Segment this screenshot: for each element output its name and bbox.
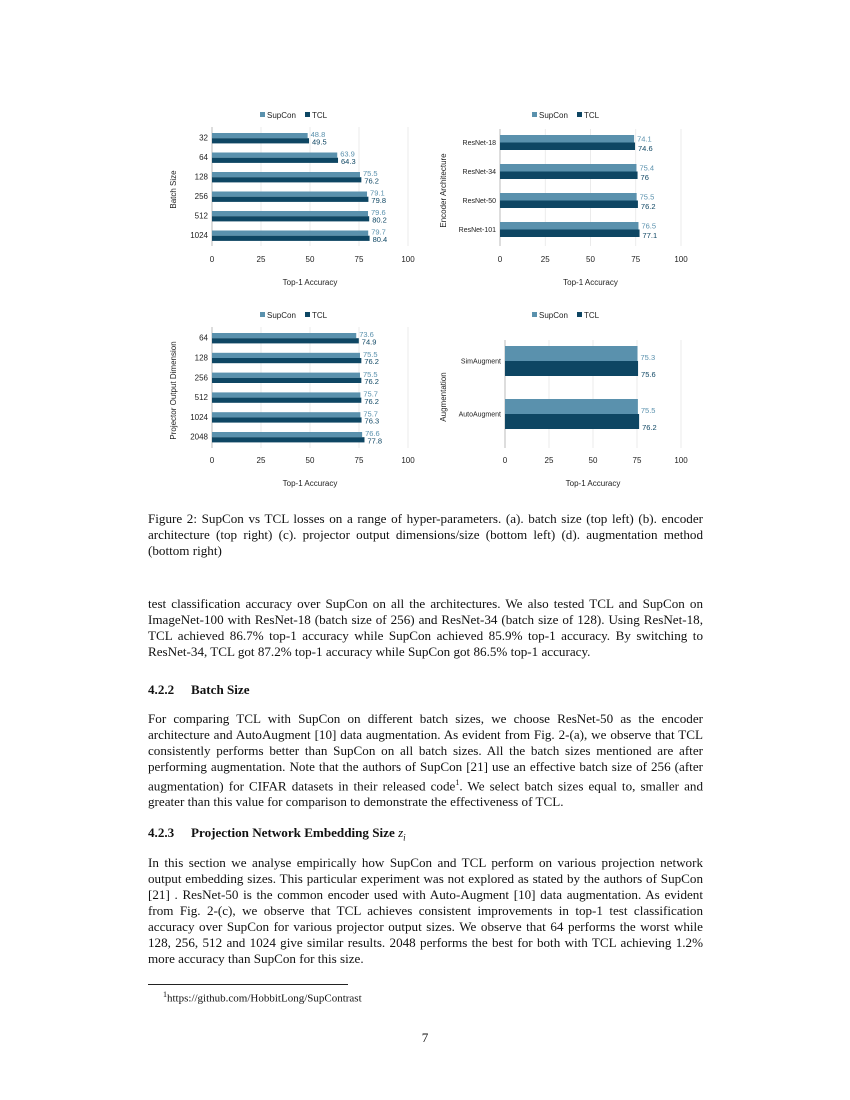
bar-supcon [500,222,638,230]
bar-tcl [212,158,338,163]
chart-encoder-architecture [440,105,740,305]
symbol-subscript: i [403,832,406,843]
legend-label-supcon: SupCon [267,311,296,320]
data-label-tcl: 79.8 [371,195,387,205]
legend-label-supcon: SupCon [539,111,568,120]
x-tick-label: 25 [544,456,554,465]
bar-supcon [212,192,367,197]
footnote-reference: 1 [455,778,460,787]
chart-projector-output-dimension [168,305,468,505]
category-label: 1024 [190,412,208,422]
legend-label-tcl: TCL [584,311,600,320]
chart-svg [440,105,740,305]
paragraph-text: . We select batch sizes equal to, smaller and greater than this value for comparison to demonstrate the effectiveness of TCL. [148,778,704,810]
x-tick-label: 0 [209,255,215,264]
data-label-supcon: 75.7 [363,389,378,399]
data-label-supcon: 63.9 [340,149,355,159]
bar-tcl [500,230,640,238]
bar-supcon [212,153,337,158]
data-label-tcl: 64.3 [341,156,356,166]
x-axis-label: Top-1 Accuracy [563,278,618,287]
bar-supcon [212,231,368,236]
x-tick-label: 25 [256,255,266,264]
category-label: ResNet-50 [462,198,496,205]
x-tick-label: 25 [256,456,266,465]
chart-svg [168,305,468,505]
category-label: 64 [199,153,208,163]
section-heading-batch-size [148,682,250,698]
legend-swatch-tcl [305,312,310,317]
x-tick-label: 75 [354,456,364,465]
legend-label-tcl: TCL [312,311,328,320]
x-tick-label: 0 [502,456,508,465]
bar-supcon [500,193,637,201]
section-number: 4.2.2 [148,682,175,697]
data-label-supcon: 75.5 [362,169,378,179]
bar-tcl [212,216,369,221]
legend-swatch-supcon [532,112,537,117]
category-label: 128 [194,172,208,182]
bar-tcl [212,378,361,383]
legend-swatch-tcl [577,112,582,117]
bar-supcon [212,392,360,397]
bar-supcon [212,211,368,216]
bar-supcon [212,133,308,138]
paragraph-intro: test classification accuracy over SupCon on all the architectures. We also tested TCL and SupCon on ImageNet-100 with ResNet-18 (batch size of 256) and ResNet-34 (batch size of 128). Using ResNet-18, TCL achieved 86.7% top-1 accuracy while SupCon achieved 85.9% top-1 accuracy. By switching to ResNet-34, TCL got 87.2% top-1 accuracy while SupCon got 86.5% top-1 accuracy. [148,596,703,659]
data-label-supcon: 79.7 [371,227,386,237]
data-label-supcon: 79.1 [370,188,385,198]
category-label: 2048 [190,432,208,442]
bar-tcl [505,414,639,429]
footnote-link[interactable]: https://github.com/HobbitLong/SupContrast [167,992,362,1005]
legend-swatch-supcon [260,312,265,317]
x-tick-label: 75 [632,456,642,465]
bar-tcl [212,338,359,343]
x-tick-label: 100 [674,255,688,264]
chart-batch-size [168,105,468,305]
paragraph-projection: In this section we analyse empirically how SupCon and TCL perform on various projection network output embedding sizes. This particular experiment was not explored as stated by the authors of SupCon [21] . ResNet-50 is the common encoder used with Auto-Augment [10] data augmentation. As evident from Fig. 2-(c), we observe that TCL achieves consistent improvements in top-1 test classification accuracy over SupCon for various projector output sizes. We observe that 64 performs the worst while 128, 256, 512 and 1024 give similar results. 2048 performs the best for both with TCL achieving 1.2% more accuracy than SupCon for this size. [148,855,703,966]
category-label: 64 [199,333,208,343]
category-label: AutoAugment [458,411,501,419]
y-axis-label: Augmentation [439,372,448,422]
footnote [163,990,362,1005]
legend-label-supcon: SupCon [267,111,296,120]
y-axis-label: Batch Size [169,170,178,209]
data-label-tcl: 76 [640,173,649,182]
legend-label-tcl: TCL [584,111,600,120]
bar-supcon [505,399,638,414]
bar-tcl [212,197,368,202]
y-axis-label: Encoder Architecture [439,153,448,228]
chart-svg [168,105,468,305]
category-label: 128 [194,353,208,363]
data-label-tcl: 77.8 [367,436,383,446]
paragraph-text: For comparing TCL with SupCon on different batch sizes, we choose ResNet-50 as the encoder architecture and AutoAugment [10] data augmentation. As evident from Fig. 2-(a), we observe that TCL consistently performs better than SupCon on all batch sizes. All the batch sizes mentioned are after performing augmentation. Note that the authors of SupCon [21] use an effective batch size of 256 (after augmentation) for CIFAR datasets in their released code [148,711,703,794]
data-label-supcon: 75.5 [640,406,656,415]
paragraph-batch-size [148,711,703,810]
data-label-tcl: 76.2 [364,377,379,386]
legend-swatch-tcl [577,312,582,317]
category-label: SimAugment [460,358,501,366]
bar-supcon [505,346,638,361]
section-title: Projection Network Embedding Size [191,825,399,840]
bar-supcon [212,172,360,177]
x-tick-label: 100 [401,456,415,465]
section-title: Batch Size [191,682,250,697]
x-tick-label: 50 [586,255,595,264]
data-label-supcon: 48.8 [310,130,326,140]
bar-tcl [212,358,361,363]
data-label-supcon: 79.6 [371,208,386,218]
data-label-tcl: 76.2 [364,357,379,367]
category-label: 512 [194,393,208,403]
data-label-tcl: 80.2 [372,215,387,225]
data-label-tcl: 76.2 [640,202,656,211]
data-label-tcl: 80.4 [372,234,388,244]
x-tick-label: 100 [401,255,415,264]
category-label: ResNet-101 [458,227,496,234]
x-tick-label: 50 [305,255,315,264]
data-label-tcl: 76.2 [364,176,379,186]
x-axis-label: Top-1 Accuracy [282,278,338,287]
section-heading-projection [148,825,406,843]
legend-swatch-supcon [260,112,265,117]
bar-tcl [212,177,361,182]
data-label-tcl: 76.2 [364,396,379,406]
y-axis-label: Projector Output Dimension [169,341,178,440]
x-tick-label: 25 [540,255,550,264]
data-label-supcon: 75.4 [639,163,655,173]
bar-tcl [212,417,362,422]
bar-tcl [212,138,309,143]
bar-supcon [212,373,360,378]
category-label: ResNet-34 [462,169,496,176]
data-label-tcl: 74.9 [361,337,377,347]
x-tick-label: 0 [209,456,215,465]
data-label-supcon: 75.7 [363,409,378,419]
legend-swatch-tcl [305,112,310,117]
data-label-tcl: 76.3 [364,416,380,426]
x-tick-label: 50 [588,456,598,465]
x-axis-label: Top-1 Accuracy [282,479,338,488]
data-label-supcon: 76.5 [641,221,657,231]
data-label-supcon: 75.5 [362,369,378,379]
data-label-tcl: 49.5 [312,137,327,147]
bar-supcon [500,164,636,172]
bar-tcl [212,236,370,241]
section-number: 4.2.3 [148,825,175,840]
data-label-tcl: 75.6 [641,370,656,379]
chart-svg [440,305,740,505]
category-label: 256 [194,373,208,383]
data-label-tcl: 77.1 [642,231,658,240]
data-label-supcon: 74.1 [637,134,652,144]
bar-tcl [500,201,638,209]
data-label-supcon: 76.6 [365,429,380,439]
category-label: 32 [199,133,208,143]
bar-tcl [505,361,638,376]
x-axis-label: Top-1 Accuracy [565,479,621,488]
page-number: 7 [421,1030,429,1045]
category-label: 256 [194,192,208,202]
data-label-supcon: 73.6 [359,330,374,340]
legend-swatch-supcon [532,312,537,317]
footnote-mark: 1 [163,990,167,999]
bar-supcon [212,333,356,338]
bar-supcon [212,412,360,417]
bar-supcon [212,432,362,437]
x-tick-label: 75 [354,255,364,264]
chart-augmentation [440,305,740,505]
math-symbol-zi [398,825,406,843]
category-label: ResNet-18 [462,140,496,147]
x-tick-label: 0 [497,255,503,264]
bar-tcl [212,437,364,442]
data-label-supcon: 75.5 [362,350,378,359]
x-tick-label: 50 [305,456,315,465]
category-label: 512 [194,211,208,221]
data-label-tcl: 76.2 [642,423,657,432]
figure-caption: Figure 2: SupCon vs TCL losses on a range of hyper-parameters. (a). batch size (top left) (b). encoder architecture (top right) (c). projector output dimensions/size (bottom left) (d). augmentation method (bottom right) [148,511,703,558]
bar-tcl [500,172,638,180]
data-label-tcl: 74.6 [638,144,653,153]
x-tick-label: 100 [674,456,688,465]
bar-tcl [212,398,361,403]
category-label: 1024 [190,231,208,241]
data-label-supcon: 75.5 [639,192,655,202]
bar-tcl [500,143,635,151]
legend-label-supcon: SupCon [539,311,568,320]
symbol-text: $z_i$ [398,825,406,843]
bar-supcon [500,135,634,143]
x-tick-label: 75 [631,255,641,264]
legend-label-tcl: TCL [312,111,328,120]
footnote-divider [148,984,348,985]
bar-supcon [212,353,360,358]
data-label-supcon: 75.3 [640,353,656,362]
